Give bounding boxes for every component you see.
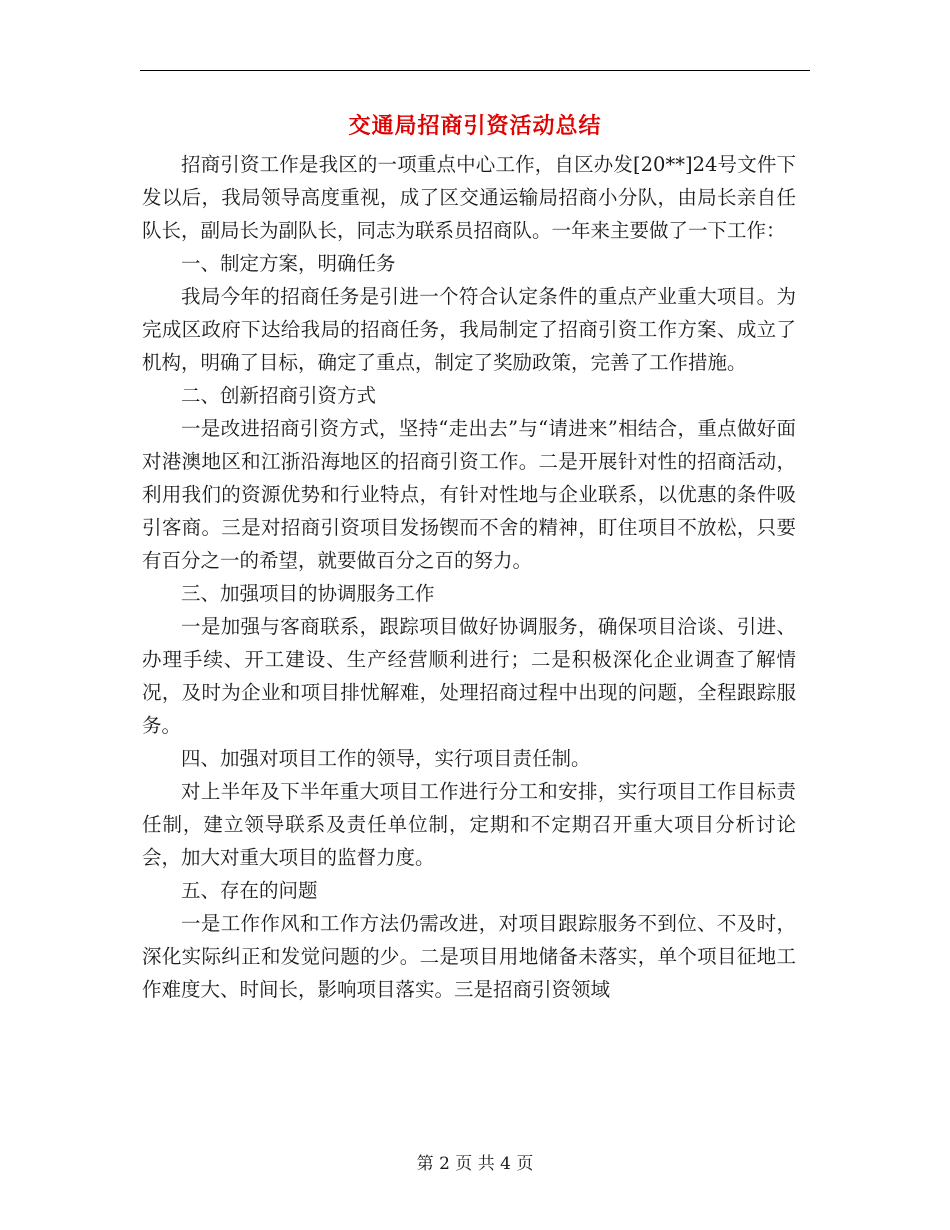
section-heading-1: 一、制定方案，明确任务 — [181, 252, 396, 275]
page-number-footer: 第 2 页 共 4 页 — [416, 1154, 534, 1174]
section-heading-2: 二、创新招商引资方式 — [181, 384, 377, 407]
section-heading-4: 四、加强对项目工作的领导，实行项目责任制。 — [181, 747, 591, 770]
paragraph-section-4: 对上半年及下半年重大项目工作进行分工和安排，实行项目工作目标责任制，建立领导联系及责任单位制，定期和不定期召开重大项目分析讨论会，加大对重大项目的监督力度。 — [142, 780, 796, 869]
header-rule — [140, 70, 810, 71]
document-body — [142, 148, 796, 1006]
section-heading-5: 五、存在的问题 — [181, 879, 318, 902]
paragraph-section-3: 一是加强与客商联系，跟踪项目做好协调服务，确保项目洽谈、引进、办理手续、开工建设、生产经营顺利进行；二是积极深化企业调查了解情况，及时为企业和项目排忧解难，处理招商过程中出现的问题，全程跟踪服务。 — [142, 615, 796, 737]
paragraph-section-1: 我局今年的招商任务是引进一个符合认定条件的重点产业重大项目。为完成区政府下达给我局的招商任务，我局制定了招商引资工作方案、成立了机构，明确了目标，确定了重点，制定了奖励政策，完善了工作措施。 — [142, 285, 796, 374]
paragraph-section-2: 一是改进招商引资方式，坚持“走出去”与“请进来”相结合，重点做好面对港澳地区和江浙沿海地区的招商引资工作。二是开展针对性的招商活动，利用我们的资源优势和行业特点，有针对性地与企业联系，以优惠的条件吸引客商。三是对招商引资项目发扬锲而不舍的精神，盯住项目不放松，只要有百分之一的希望，就要做百分之百的努力。 — [142, 417, 796, 572]
paragraph-intro: 招商引资工作是我区的一项重点中心工作，自区办发[20**]24号文件下发以后，我局领导高度重视，成了区交通运输局招商小分队，由局长亲自任队长，副局长为副队长，同志为联系员招商队。一年来主要做了一下工作： — [142, 153, 796, 242]
paragraph-section-5: 一是工作作风和工作方法仍需改进，对项目跟踪服务不到位、不及时，深化实际纠正和发觉问题的少。二是项目用地储备未落实，单个项目征地工作难度大、时间长，影响项目落实。三是招商引资领域 — [142, 912, 796, 1001]
document-title: 交通局招商引资活动总结 — [348, 113, 602, 139]
section-heading-3: 三、加强项目的协调服务工作 — [181, 582, 435, 605]
